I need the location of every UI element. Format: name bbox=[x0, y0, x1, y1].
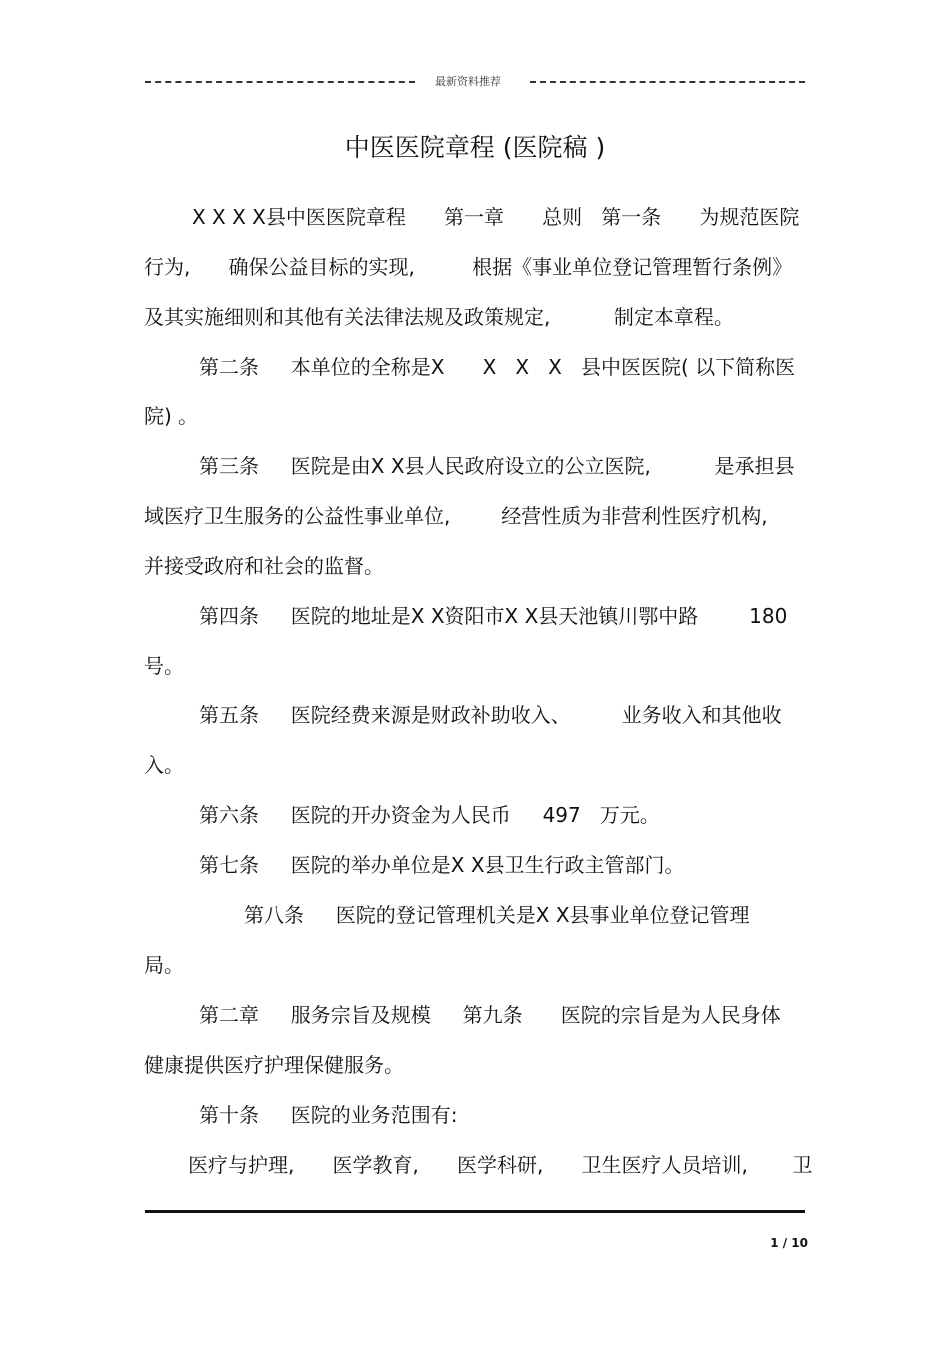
page-number: 1 / 10 bbox=[770, 1236, 808, 1250]
body-line: 第五条 医院经费来源是财政补助收入、 业务收入和其他收 bbox=[199, 703, 782, 727]
body-line: 局。 bbox=[144, 953, 184, 977]
body-line: 第八条 医院的登记管理机关是X X县事业单位登记管理 bbox=[244, 903, 750, 927]
page-header bbox=[145, 72, 805, 92]
body-line: 第七条 医院的举办单位是X X县卫生行政主管部门。 bbox=[199, 853, 685, 877]
body-line: X X X X县中医医院章程 第一章 总则 第一条 为规范医院 bbox=[192, 205, 800, 229]
body-line: 行为, 确保公益目标的实现, 根据《事业单位登记管理暂行条例》 bbox=[144, 255, 793, 279]
document-title: 中医医院章程 (医院稿 ) bbox=[344, 133, 606, 162]
body-line: 号。 bbox=[144, 654, 184, 678]
header-dash-left bbox=[145, 81, 415, 83]
body-line: 第十条 医院的业务范围有: bbox=[199, 1103, 458, 1127]
header-dash-right bbox=[530, 81, 805, 83]
body-line: 第二章 服务宗旨及规模 第九条 医院的宗旨是为人民身体 bbox=[199, 1003, 781, 1027]
body-line: 第四条 医院的地址是X X资阳市X X县天池镇川鄂中路 180 bbox=[199, 604, 788, 628]
body-line: 第二条 本单位的全称是X X X X 县中医医院( 以下简称医 bbox=[199, 355, 796, 379]
body-line: 院) 。 bbox=[144, 404, 199, 428]
body-line: 第六条 医院的开办资金为人民币 497 万元。 bbox=[199, 803, 660, 827]
body-line: 第三条 医院是由X X县人民政府设立的公立医院, 是承担县 bbox=[199, 454, 795, 478]
footer-rule bbox=[145, 1210, 805, 1213]
body-line: 医疗与护理, 医学教育, 医学科研, 卫生医疗人员培训, 卫 bbox=[188, 1153, 813, 1177]
body-line: 及其实施细则和其他有关法律法规及政策规定, 制定本章程。 bbox=[144, 305, 734, 329]
body-line: 并接受政府和社会的监督。 bbox=[144, 554, 384, 578]
body-line: 入。 bbox=[144, 753, 184, 777]
header-text: 最新资料推荐 bbox=[435, 75, 501, 88]
body-line: 健康提供医疗护理保健服务。 bbox=[144, 1053, 404, 1077]
body-line: 域医疗卫生服务的公益性事业单位, 经营性质为非营利性医疗机构, bbox=[144, 504, 768, 528]
